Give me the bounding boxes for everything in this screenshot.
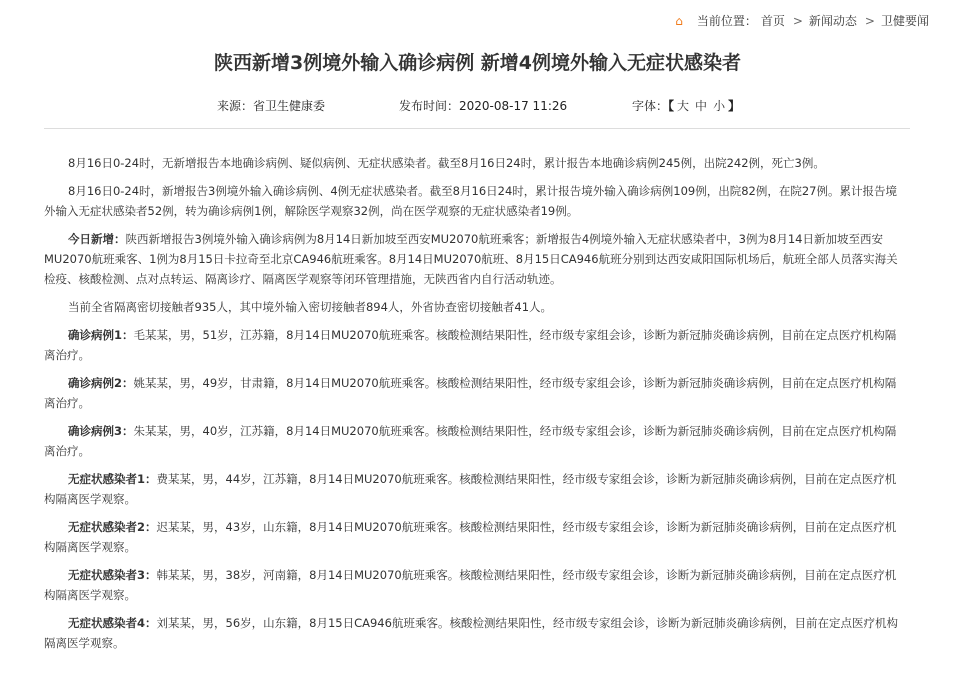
- paragraph-lead: 确诊病例3：: [68, 424, 134, 438]
- paragraph-text: 8月16日0-24时，无新增报告本地确诊病例、疑似病例、无症状感染者。截至8月16日24时，累计报告本地确诊病例245例，出院242例，死亡3例。: [68, 156, 825, 170]
- breadcrumb-home[interactable]: 首页: [760, 14, 785, 28]
- paragraph-text: 刘某某，男，56岁，山东籍，8月15日CA946航班乘客。核酸检测结果阳性，经市级专家组会诊，诊断为新冠肺炎确诊病例，目前在定点医疗机构隔离医学观察。: [44, 616, 898, 650]
- font-label: 字体：: [632, 99, 669, 113]
- home-icon: ⌂: [675, 13, 683, 28]
- paragraph-lead: 确诊病例2：: [68, 376, 134, 390]
- paragraph: [44, 517, 906, 557]
- paragraph: [44, 229, 906, 289]
- paragraph: [44, 469, 906, 509]
- breadcrumb-separator: >: [792, 13, 803, 28]
- breadcrumb-health-news[interactable]: 卫健要闻: [880, 14, 929, 28]
- paragraph-text: 费某某，男，44岁，江苏籍，8月14日MU2070航班乘客。核酸检测结果阳性，经市级专家组会诊，诊断为新冠肺炎确诊病例，目前在定点医疗机构隔离医学观察。: [44, 472, 897, 506]
- paragraph-text: 当前全省隔离密切接触者935人，其中境外输入密切接触者894人，外省协查密切接触者41人。: [68, 300, 553, 314]
- paragraph-text: 8月16日0-24时，新增报告3例境外输入确诊病例、4例无症状感染者。截至8月16日24时，累计报告境外输入确诊病例109例，出院82例，在院27例。累计报告境外输入无症状感染者52例，转为确诊病例1例，解除医学观察32例，尚在医学观察的无症状感染者19例。: [44, 184, 897, 218]
- font-size-control: 字体：【 大 中 小 】: [632, 99, 741, 113]
- paragraph: [44, 565, 906, 605]
- article-body: [44, 153, 906, 661]
- page-title: 陕西新增3例境外输入确诊病例 新增4例境外输入无症状感染者: [213, 52, 742, 74]
- source: 来源：省卫生健康委: [217, 99, 326, 113]
- paragraph-lead: 无症状感染者4：: [68, 616, 157, 630]
- breadcrumb-separator: >: [864, 13, 875, 28]
- publish-time: 发布时间：2020-08-17 11:26: [399, 99, 568, 113]
- divider: [44, 128, 910, 129]
- font-medium-button[interactable]: 中: [695, 99, 708, 113]
- paragraph: [44, 153, 906, 173]
- breadcrumb: [675, 12, 929, 29]
- paragraph-lead: 确诊病例1：: [68, 328, 134, 342]
- paragraph: [44, 297, 906, 317]
- paragraph-text: 毛某某，男，51岁，江苏籍，8月14日MU2070航班乘客。核酸检测结果阳性，经市级专家组会诊，诊断为新冠肺炎确诊病例，目前在定点医疗机构隔离治疗。: [44, 328, 897, 362]
- paragraph: [44, 325, 906, 365]
- paragraph-lead: 无症状感染者2：: [68, 520, 157, 534]
- paragraph: [44, 613, 906, 653]
- breadcrumb-news[interactable]: 新闻动态: [808, 14, 857, 28]
- paragraph-lead: 无症状感染者1：: [68, 472, 157, 486]
- font-small-button[interactable]: 小: [713, 99, 726, 113]
- paragraph: [44, 373, 906, 413]
- paragraph: [44, 421, 906, 461]
- paragraph-lead: 无症状感染者3：: [68, 568, 157, 582]
- paragraph-text: 迟某某，男，43岁，山东籍，8月14日MU2070航班乘客。核酸检测结果阳性，经市级专家组会诊，诊断为新冠肺炎确诊病例，目前在定点医疗机构隔离医学观察。: [44, 520, 897, 554]
- breadcrumb-label: 当前位置：: [696, 14, 757, 28]
- paragraph-text: 韩某某，男，38岁，河南籍，8月14日MU2070航班乘客。核酸检测结果阳性，经市级专家组会诊，诊断为新冠肺炎确诊病例，目前在定点医疗机构隔离医学观察。: [44, 568, 897, 602]
- paragraph: [44, 181, 906, 221]
- paragraph-text: 朱某某，男，40岁，江苏籍，8月14日MU2070航班乘客。核酸检测结果阳性，经市级专家组会诊，诊断为新冠肺炎确诊病例，目前在定点医疗机构隔离治疗。: [44, 424, 897, 458]
- font-large-button[interactable]: 大: [677, 99, 690, 113]
- paragraph-text: 姚某某，男，49岁，甘肃籍，8月14日MU2070航班乘客。核酸检测结果阳性，经市级专家组会诊，诊断为新冠肺炎确诊病例，目前在定点医疗机构隔离治疗。: [44, 376, 897, 410]
- paragraph-lead: 今日新增：: [68, 232, 126, 246]
- paragraph-text: 陕西新增报告3例境外输入确诊病例为8月14日新加坡至西安MU2070航班乘客；新增报告4例境外输入无症状感染者中，3例为8月14日新加坡至西安MU2070航班乘客、1例为8月15日卡拉奇至北京CA946航班乘客。8月14日MU2070航班、8月15日CA946航班分别到达西安咸阳国际机场后，航班全部人员落实海关检疫、核酸检测、点对点转运、隔离诊疗、隔离医学观察等闭环管理措施，无陕西省内自行活动轨迹。: [44, 232, 898, 286]
